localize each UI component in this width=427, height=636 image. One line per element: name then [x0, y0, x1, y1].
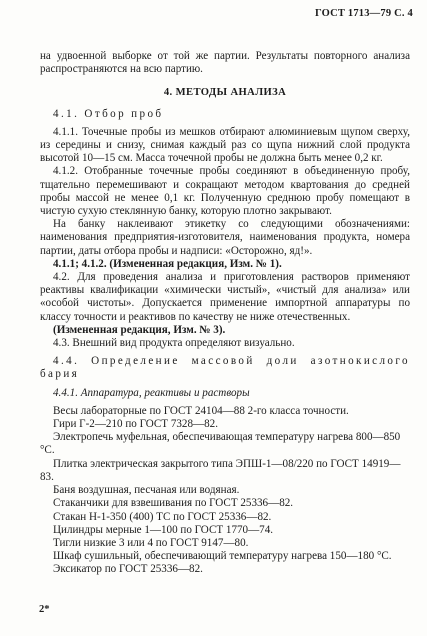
paragraph-4-3: 4.3. Внешний вид продукта определяют визуально. [53, 337, 295, 350]
page-header: ГОСТ 1713—79 С. 4 [314, 8, 413, 19]
list-item: Электропечь муфельная, обеспечивающая температуру нагрева 800—850 °С. [40, 431, 401, 457]
list-item: Баня воздушная, песчаная или водяная. [53, 484, 240, 497]
list-item: Цилиндры мерные 1—100 по ГОСТ 1770—74. [53, 523, 274, 536]
paragraph-4-1-2: 4.1.2. Отобранные точечные пробы соединяют в объединенную пробу, тщательно перемешивают и сокращают методом квартования до средней пробы массой не менее 0,1 кг. Полученную среднюю пробу помещают в чистую сухую стеклянную банку, которую плотно закрывают. [40, 165, 410, 218]
list-item: Стакан Н-1-350 (400) ТС по ГОСТ 25336—82. [53, 510, 272, 523]
amendment-note-1: 4.1.1; 4.1.2. (Измененная редакция, Изм. № 1). [53, 257, 282, 270]
subsection-apparatus: 4.4.1. Аппаратура, реактивы и растворы [53, 386, 250, 399]
list-item: Эксикатор по ГОСТ 25336—82. [53, 563, 203, 576]
list-item: Шкаф сушильный, обеспечивающий температуру нагрева 150—180 °С. [53, 550, 392, 563]
page-number: 2* [39, 604, 50, 615]
list-item: Тигли низкие 3 или 4 по ГОСТ 9147—80. [53, 536, 249, 549]
subsection-sampling: 4.1. Отбор проб [53, 107, 164, 120]
paragraph-continuation: на удвоенной выборке от той же партии. Результаты повторного анализа распространяются на всю партию. [40, 50, 410, 76]
page-content [40, 50, 410, 577]
paragraph-4-2: 4.2. Для проведения анализа и приготовления растворов применяют реактивы квалификации «химически чистый», «чистый для анализа» или «особой чистоты». Допускается применение импортной аппаратуры по классу точности и реактивов по качеству не ниже отечественных. [40, 271, 410, 323]
section-title: 4. МЕТОДЫ АНАЛИЗА [163, 87, 287, 99]
list-item: Гири Г-2—210 по ГОСТ 7328—82. [53, 418, 218, 431]
paragraph-4-1-1: 4.1.1. Точечные пробы из мешков отбирают алюминиевым щупом сверху, из середины и снизу, снимая каждый раз со щупа нижний слой продукта высотой 10—15 см. Масса точечной пробы не должна быть менее 0,2 кг. [40, 125, 410, 165]
amendment-note-3: (Измененная редакция, Изм. № 3). [53, 323, 226, 336]
paragraph-label: На банку наклеивают этикетку со следующими обозначениями: наименования предприятия-изготовителя, наименования продукта, номера партии, даты отбора пробы и надписи: «Осторожно, яд!». [40, 218, 410, 257]
list-item: Стаканчики для взвешивания по ГОСТ 25336—82. [53, 497, 294, 510]
list-item: Плитка электрическая закрытого типа ЭПШ-1—08/220 по ГОСТ 14919—83. [40, 457, 401, 483]
subsection-barium-nitrate: 4.4. Определение массовой доли азотнокислого бария [40, 355, 410, 381]
list-item: Весы лабораторные по ГОСТ 24104—88 2-го класса точности. [53, 404, 349, 417]
apparatus-list [40, 405, 410, 577]
